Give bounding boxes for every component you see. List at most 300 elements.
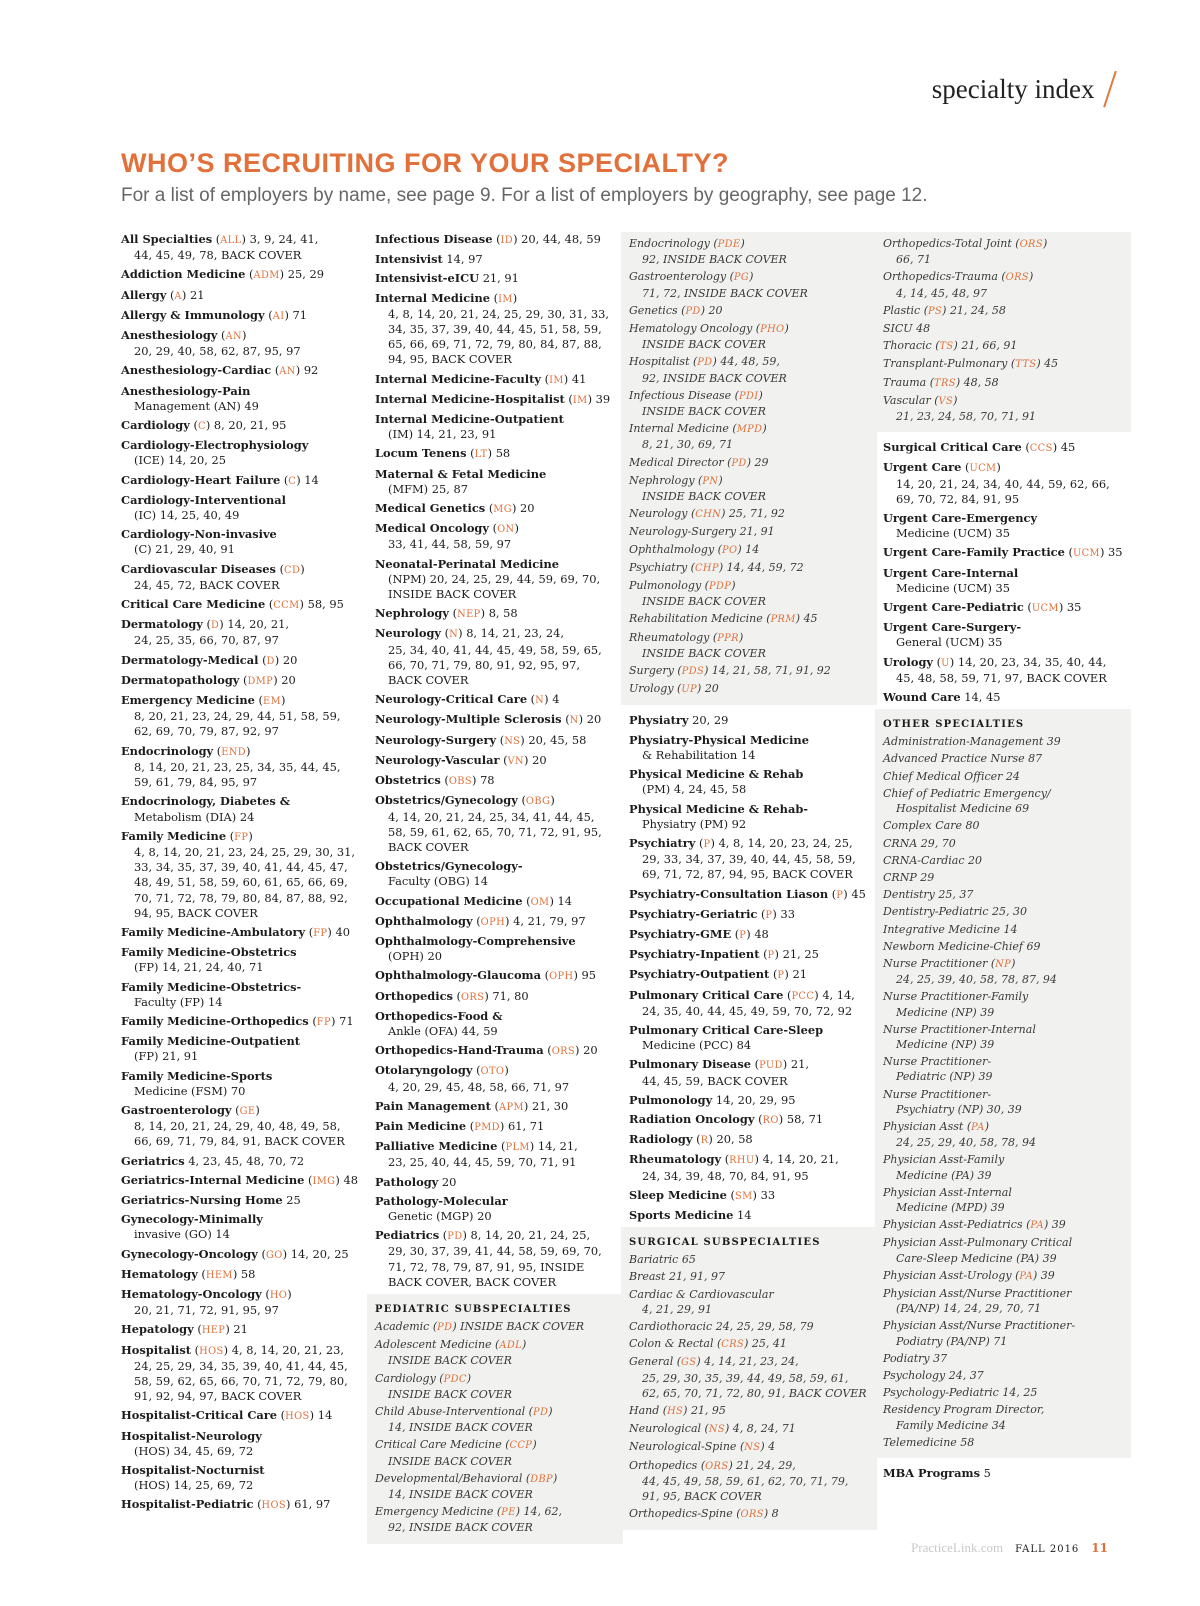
specialty-abbreviation: PA <box>1030 1220 1044 1232</box>
specialty-name: MBA Programs <box>883 1466 981 1481</box>
page-numbers: 14, 25 <box>1002 1386 1038 1400</box>
page-numbers: 4, 14, 21, 23, 24, <box>704 1355 799 1369</box>
index-entry: Ophthalmology (OPH) 4, 21, 79, 97 <box>375 913 586 928</box>
subspecialty-box <box>875 232 1131 432</box>
index-entry: Orthopedics-Hand-Trauma (ORS) 20 <box>375 1043 598 1058</box>
index-entry: Academic (PD) INSIDE BACK COVER <box>375 1319 585 1333</box>
page-numbers-continued: 8, 14, 20, 21, 24, 29, 40, 48, 49, 58, 66, 69, 71, 79, 84, 91, BACK COVER <box>134 1119 345 1149</box>
specialty-abbreviation: IM <box>549 374 564 386</box>
page-numbers: 29, 70 <box>920 836 956 850</box>
index-entry: Anesthesiology (AN) 20, 29, 40, 58, 62, 87, 95, 97 <box>121 328 361 359</box>
page-numbers-continued: 92, INSIDE BACK COVER <box>388 1521 533 1535</box>
specialty-abbreviation: PA <box>1019 1270 1033 1282</box>
specialty-name: Neonatal-Perinatal Medicine <box>375 556 559 571</box>
index-entry: Internal Medicine (MPD) 8, 21, 30, 69, 71 <box>629 421 869 452</box>
specialty-name: Physical Medicine & Rehab- <box>629 801 809 816</box>
index-entry: Gastroenterology (PG) 71, 72, INSIDE BACK COVER <box>629 269 869 300</box>
specialty-name: Anesthesiology-Cardiac <box>121 363 272 378</box>
page-numbers-continued: (IM) 14, 21, 23, 91 <box>388 427 497 442</box>
index-entry <box>375 467 615 497</box>
index-entry: Hematology (HEM) 58 <box>121 1266 256 1281</box>
specialty-name: Hepatology <box>121 1322 194 1337</box>
page-numbers: 14, 62, <box>523 1505 562 1519</box>
specialty-abbreviation: PG <box>733 272 750 284</box>
index-entry: Endocrinology (PDE) 92, INSIDE BACK COVER <box>629 236 869 267</box>
specialty-name: Psychiatry-GME <box>629 926 732 941</box>
specialty-abbreviation: PUD <box>759 1060 783 1072</box>
page-numbers: 39 <box>595 391 611 406</box>
index-entry <box>629 524 869 539</box>
page-numbers: 21, 24, 29, <box>736 1458 796 1472</box>
index-entry <box>883 1368 1123 1383</box>
index-entry <box>375 252 615 267</box>
page-numbers-continued: Faculty (FP) 14 <box>134 994 223 1009</box>
specialty-name: Urgent Care-Emergency <box>883 511 1038 526</box>
specialty-name: Sleep Medicine <box>629 1187 727 1202</box>
index-entry: Nephrology (PN) INSIDE BACK COVER <box>629 473 869 504</box>
index-entry <box>883 1235 1123 1265</box>
specialty-abbreviation: GE <box>239 1105 256 1117</box>
index-entry <box>883 786 1123 816</box>
page-numbers-continued: Medicine (PCC) 84 <box>642 1038 752 1053</box>
index-entry <box>883 321 1123 336</box>
specialty-name: Neurology-Vascular <box>375 752 500 767</box>
page-numbers: 20 <box>708 303 723 317</box>
index-entry <box>629 1319 869 1334</box>
index-entry <box>121 794 361 824</box>
specialty-abbreviation: PDC <box>443 1373 467 1385</box>
specialty-abbreviation: ORS <box>740 1509 764 1521</box>
index-entry: Pulmonary Disease (PUD) 21, 44, 45, 59, BACK COVER <box>629 1057 869 1088</box>
page-numbers: 4, 8, 14, 20, 21, 23, <box>231 1342 345 1357</box>
page-numbers-continued: 45, 48, 58, 59, 71, 97, BACK COVER <box>896 670 1107 685</box>
page-numbers: 21 <box>233 1322 248 1337</box>
index-entry <box>883 989 1123 1019</box>
specialty-abbreviation: CD <box>284 564 301 576</box>
page-numbers: 21 <box>189 287 205 302</box>
specialty-abbreviation: AI <box>272 310 285 322</box>
specialty-name: Family Medicine <box>121 828 227 843</box>
page-numbers: 25, 41 <box>751 1337 787 1351</box>
index-column-3 <box>629 232 869 1538</box>
specialty-name: Surgical Critical Care <box>883 440 1022 455</box>
specialty-name: Occupational Medicine <box>375 893 523 908</box>
specialty-abbreviation: OBG <box>525 796 551 808</box>
specialty-name: Medical Genetics <box>375 501 486 516</box>
page-numbers-continued: 24, 35, 40, 44, 45, 49, 59, 70, 72, 92 <box>642 1003 853 1018</box>
page-numbers-continued: 14, INSIDE BACK COVER <box>388 1488 533 1502</box>
index-entry: Surgery (PDS) 14, 21, 58, 71, 91, 92 <box>629 664 831 678</box>
index-entry: Internal Medicine (IM) 4, 8, 14, 20, 21, 24, 25, 29, 30, 31, 33, 34, 35, 37, 39, 40, 44, 45, 51, 58, 59, 65, 66, 69, 71, 72, 79, 80, 84, 87, 88, 94, 95, BACK COVER <box>375 291 615 368</box>
footer-site[interactable]: PracticeLink.com <box>911 1540 1004 1555</box>
specialty-name: Physician Asst-Pediatrics <box>883 1218 1023 1232</box>
page-numbers: 4, 21, 79, 97 <box>513 913 586 928</box>
index-entry: Neurological-Spine (NS) 4 <box>629 1440 776 1454</box>
page-numbers: 33 <box>780 906 795 921</box>
page-numbers-continued: 29, 33, 34, 37, 39, 40, 44, 45, 58, 59, 69, 71, 72, 87, 94, 95, BACK COVER <box>642 852 856 882</box>
specialty-name: Physician Asst-Urology <box>883 1268 1012 1282</box>
specialty-name: Nephrology <box>375 606 450 621</box>
page-numbers: 58 <box>240 1266 256 1281</box>
specialty-name: Radiology <box>629 1132 693 1147</box>
specialty-abbreviation: HS <box>667 1406 684 1417</box>
specialty-name: Psychiatry-Outpatient <box>629 967 770 982</box>
page-numbers-continued: 8, 14, 20, 21, 23, 25, 34, 35, 44, 45, 59, 61, 79, 84, 95, 97 <box>134 759 341 790</box>
index-entry: Gynecology-Oncology (GO) 14, 20, 25 <box>121 1246 349 1261</box>
specialty-name: Neurological-Spine <box>629 1440 737 1454</box>
specialty-name: Cardiac & Cardiovascular <box>629 1287 774 1301</box>
index-entry: Orthopedics-Spine (ORS) 8 <box>629 1507 779 1521</box>
page-numbers-continued: 4, 8, 14, 20, 21, 24, 25, 29, 30, 31, 33, 34, 35, 37, 39, 40, 44, 45, 51, 58, 59, 65, 66, 69, 71, 72, 79, 80, 84, 87, 88, 94, 95, BACK COVER <box>388 306 609 367</box>
specialty-abbreviation: ON <box>497 524 515 536</box>
page-numbers-continued: 24, 25, 39, 40, 58, 78, 87, 94 <box>896 973 1057 987</box>
specialty-name: Geriatrics-Internal Medicine <box>121 1172 305 1187</box>
page-numbers: INSIDE BACK COVER <box>460 1319 585 1333</box>
page-numbers: 37 <box>933 1351 948 1365</box>
specialty-name: Urology <box>629 682 674 696</box>
specialty-name: Cardiology-Interventional <box>121 492 287 507</box>
specialty-name: Adolescent Medicine <box>375 1338 492 1352</box>
page-numbers-continued: 44, 45, 59, BACK COVER <box>642 1073 788 1088</box>
specialty-name: Intensivist-eICU <box>375 271 480 286</box>
specialty-abbreviation: OBS <box>448 776 472 788</box>
specialty-abbreviation: DMP <box>247 675 274 687</box>
index-entry: Radiology (R) 20, 58 <box>629 1132 753 1147</box>
index-entry <box>883 620 1123 650</box>
index-entry: Psychiatry-GME (P) 48 <box>629 926 769 941</box>
index-entry: Emergency Medicine (PE) 14, 62, 92, INSIDE BACK COVER <box>375 1504 615 1535</box>
specialty-abbreviation: ORS <box>1019 239 1043 250</box>
page-numbers: 61, 71 <box>508 1118 545 1133</box>
specialty-name: Hospitalist <box>629 355 690 369</box>
page-numbers: 21, 95 <box>690 1404 726 1417</box>
specialty-name: Transplant-Pulmonary <box>883 357 1008 371</box>
index-entry: Nurse Practitioner (NP) 24, 25, 39, 40, 58, 78, 87, 94 <box>883 956 1123 987</box>
specialty-abbreviation: N <box>535 695 545 707</box>
specialty-name: Cardiology <box>375 1371 436 1385</box>
index-entry: Pediatrics (PD) 8, 14, 20, 21, 24, 25, 29, 30, 37, 39, 41, 44, 58, 59, 69, 70, 71, 72, 78, 79, 87, 91, 95, INSIDE BACK COVER, BACK COVER <box>375 1228 615 1290</box>
page-numbers: 45 <box>851 886 866 901</box>
page-numbers-continued: INSIDE BACK COVER <box>642 338 766 352</box>
specialty-name: CRNA <box>883 836 918 850</box>
index-entry: Hospitalist-Pediatric (HOS) 61, 97 <box>121 1497 331 1512</box>
specialty-abbreviation: CCS <box>1029 443 1053 455</box>
specialty-name: Urgent Care-Pediatric <box>883 600 1024 615</box>
specialty-name: Trauma <box>883 375 927 389</box>
page-numbers: 21, 30 <box>531 1098 569 1113</box>
index-entry <box>629 1023 869 1053</box>
specialty-abbreviation: PD <box>532 1407 549 1418</box>
specialty-name: Allergy & Immunology <box>121 307 265 322</box>
page-numbers: 48, 58 <box>963 375 999 389</box>
page-numbers-continued: General (UCM) 35 <box>896 635 1003 650</box>
specialty-abbreviation: CCP <box>509 1440 533 1452</box>
specialty-abbreviation: ORS <box>705 1460 729 1472</box>
page-subtitle: For a list of employers by name, see page 9. For a list of employers by geography, see page 12. <box>121 185 928 206</box>
specialty-name: Psychiatry-Inpatient <box>629 947 760 962</box>
specialty-abbreviation: C <box>288 475 297 487</box>
specialty-name: Orthopedics-Food & <box>375 1008 503 1023</box>
index-entry: Palliative Medicine (PLM) 14, 21, 23, 25, 40, 44, 45, 59, 70, 71, 91 <box>375 1139 615 1170</box>
page-numbers: 14, 20, 25 <box>290 1246 349 1261</box>
specialty-name: Administration-Management <box>883 735 1044 749</box>
page-numbers: 35 <box>1108 545 1123 560</box>
index-entry <box>883 870 1123 885</box>
page-numbers: 20, 45, 58 <box>528 732 587 747</box>
specialty-abbreviation: OM <box>530 896 550 908</box>
subspecialty-box <box>875 709 1131 1458</box>
specialty-abbreviation: HOS <box>199 1345 224 1357</box>
page-numbers-continued: 4, 20, 29, 45, 48, 58, 66, 71, 97 <box>388 1079 570 1094</box>
index-entry <box>121 1069 361 1099</box>
specialty-abbreviation: HO <box>269 1289 288 1301</box>
specialty-name: Cardiology-Heart Failure <box>121 472 281 487</box>
specialty-name: Thoracic <box>883 339 932 353</box>
specialty-abbreviation: PE <box>501 1507 516 1519</box>
specialty-abbreviation: PA <box>971 1121 985 1133</box>
index-entry <box>883 1185 1123 1215</box>
index-group <box>121 232 361 1514</box>
index-entry: Gastroenterology (GE) 8, 14, 20, 21, 24, 29, 40, 48, 49, 58, 66, 69, 71, 79, 84, 91, BACK COVER <box>121 1103 361 1150</box>
specialty-name: Neurology-Surgery <box>375 732 497 747</box>
specialty-name: Dentistry <box>883 888 935 902</box>
page-numbers-continued: 4, 14, 20, 21, 24, 25, 34, 41, 44, 45, 58, 59, 61, 62, 65, 70, 71, 72, 91, 95, BACK COVER <box>388 809 602 854</box>
page-numbers-continued: INSIDE BACK COVER <box>642 490 766 504</box>
page-numbers: 20 <box>281 672 296 687</box>
specialty-name: Residency Program Director, <box>883 1403 1045 1417</box>
page-numbers: 20 <box>968 853 982 867</box>
specialty-name: Pathology-Molecular <box>375 1193 508 1208</box>
specialty-name: Physician Asst <box>883 1119 964 1133</box>
specialty-name: Physiatry-Physical Medicine <box>629 732 809 747</box>
index-entry <box>629 713 869 728</box>
specialty-name: Physiatry <box>629 713 689 728</box>
specialty-name: Urgent Care-Family Practice <box>883 545 1065 560</box>
specialty-name: Rheumatology <box>629 1152 722 1167</box>
specialty-abbreviation: SM <box>735 1190 753 1202</box>
page-numbers: 8, 14, 21, 23, 24, <box>466 626 564 641</box>
specialty-name: Gynecology-Oncology <box>121 1246 258 1261</box>
page-numbers: 39 <box>1051 1218 1066 1232</box>
page-numbers-continued: 25, 29, 30, 35, 39, 44, 49, 58, 59, 61, 62, 65, 70, 71, 72, 80, 91, BACK COVER <box>642 1371 867 1400</box>
specialty-name: Cardiology <box>121 418 190 433</box>
index-entry: Psychiatry-Geriatric (P) 33 <box>629 906 795 921</box>
specialty-name: Medical Director <box>629 455 724 469</box>
index-group <box>883 1466 1123 1481</box>
page-numbers: 21, 91 <box>739 525 775 539</box>
page-numbers: 14, 21, 58, 71, 91, 92 <box>711 664 831 678</box>
index-entry <box>629 1208 869 1223</box>
page-numbers-continued: 23, 25, 40, 44, 45, 59, 70, 71, 91 <box>388 1155 577 1170</box>
page-numbers: 25, 37 <box>938 888 974 902</box>
page-numbers: 45 <box>1044 357 1059 371</box>
page-footer <box>911 1540 1108 1556</box>
index-entry <box>883 1286 1123 1316</box>
specialty-name: Complex Care <box>883 819 962 833</box>
specialty-name: Newborn Medicine-Chief <box>883 939 1023 953</box>
page-numbers-continued: (PM) 4, 24, 45, 58 <box>642 782 747 797</box>
specialty-name: Physician Asst-Internal <box>883 1185 1012 1199</box>
page-numbers: 80 <box>965 819 980 833</box>
page-numbers-continued: (FP) 21, 91 <box>134 1049 199 1064</box>
index-entry <box>629 1252 869 1267</box>
index-entry: Orthopedics-Trauma (ORS) 4, 14, 45, 48, 97 <box>883 269 1123 300</box>
specialty-name: Neurology-Multiple Sclerosis <box>375 712 562 727</box>
index-entry: Neurology (N) 8, 14, 21, 23, 24, 25, 34, 40, 41, 44, 45, 49, 58, 59, 65, 66, 70, 71, 79, 80, 91, 92, 95, 97, BACK COVER <box>375 626 615 688</box>
specialty-name: Wound Care <box>883 690 961 705</box>
specialty-name: Dermatology <box>121 617 203 632</box>
page-numbers: 48 <box>343 1172 358 1187</box>
index-entry <box>883 1466 1123 1481</box>
index-entry: Cardiology (PDC) INSIDE BACK COVER <box>375 1371 615 1402</box>
page-numbers: 25, 30 <box>992 905 1027 919</box>
index-entry <box>375 271 615 286</box>
specialty-abbreviation: TS <box>939 341 954 353</box>
index-entry <box>121 980 361 1010</box>
specialty-name: Obstetrics/Gynecology <box>375 793 518 808</box>
specialty-name: Neurological <box>629 1422 702 1436</box>
index-entry <box>375 1175 615 1190</box>
index-entry: Addiction Medicine (ADM) 25, 29 <box>121 267 324 282</box>
specialty-name: Orthopedics-Hand-Trauma <box>375 1043 544 1058</box>
specialty-abbreviation: RO <box>762 1114 779 1126</box>
specialty-abbreviation: AN <box>279 366 296 378</box>
index-entry: Geriatrics-Internal Medicine (IMG) 48 <box>121 1172 358 1187</box>
page-numbers: 71, 80 <box>492 988 529 1003</box>
specialty-name: Dermatology-Medical <box>121 652 259 667</box>
specialty-abbreviation: VS <box>938 395 954 407</box>
specialty-abbreviation: RHU <box>729 1155 755 1167</box>
specialty-abbreviation: LT <box>474 449 488 461</box>
page-numbers: 65 <box>681 1253 696 1267</box>
page-numbers-continued: (HOS) 14, 25, 69, 72 <box>134 1478 254 1493</box>
page-numbers: 25, 29 <box>287 267 324 282</box>
page-numbers: 20 <box>282 652 298 667</box>
page-numbers: 5 <box>983 1466 991 1481</box>
specialty-name: Nurse Practitioner- <box>883 1087 992 1101</box>
specialty-name: Family Medicine-Sports <box>121 1068 273 1083</box>
index-entry: Obstetrics/Gynecology (OBG) 4, 14, 20, 21, 24, 25, 34, 41, 44, 45, 58, 59, 61, 62, 65, 70, 71, 72, 91, 95, BACK COVER <box>375 793 615 855</box>
index-entry <box>629 1287 869 1317</box>
index-entry <box>883 1054 1123 1084</box>
specialty-name: Psychology-Pediatric <box>883 1386 999 1400</box>
index-entry: Urgent Care-Family Practice (UCM) 35 <box>883 545 1123 560</box>
page-numbers-continued: 66, 71 <box>896 253 931 267</box>
page-numbers: 4, 14, 20, 21, <box>762 1152 839 1167</box>
specialty-name: Nurse Practitioner- <box>883 1055 992 1069</box>
specialty-name: Internal Medicine <box>629 422 729 436</box>
page-numbers-continued: 24, 25, 29, 34, 35, 39, 40, 41, 44, 45, 58, 59, 62, 65, 66, 70, 71, 72, 79, 80, 91, 92, 94, 97, BACK COVER <box>134 1358 348 1404</box>
specialty-abbreviation: HEM <box>205 1269 233 1281</box>
page-numbers-continued: 71, 72, INSIDE BACK COVER <box>642 286 808 300</box>
specialty-name: Gastroenterology <box>121 1102 232 1117</box>
index-entry <box>883 690 1123 705</box>
page-numbers: 92 <box>303 363 319 378</box>
specialty-name: Physician Asst-Family <box>883 1153 1005 1167</box>
index-entry: Hematology-Oncology (HO) 20, 21, 71, 72, 91, 95, 97 <box>121 1287 361 1318</box>
specialty-abbreviation: ALL <box>220 235 242 246</box>
specialty-abbreviation: PD <box>447 1231 463 1243</box>
specialty-abbreviation: NP <box>995 958 1012 970</box>
index-entry: Orthopedics-Total Joint (ORS) 66, 71 <box>883 236 1123 267</box>
specialty-name: Physical Medicine & Rehab <box>629 767 804 782</box>
page-numbers: 58, 95 <box>307 597 344 612</box>
specialty-name: Gynecology-Minimally <box>121 1212 263 1227</box>
specialty-name: Hospitalist-Pediatric <box>121 1497 254 1512</box>
index-entry: Hospitalist (PD) 44, 48, 59, 92, INSIDE BACK COVER <box>629 354 869 385</box>
page-numbers: 4, 8, 14, 20, 23, 24, 25, <box>718 835 853 850</box>
page-numbers-continued: (FP) 14, 21, 24, 40, 71 <box>134 960 264 975</box>
page-numbers: 14, 20, 29, 95 <box>715 1092 796 1107</box>
index-entry: Plastic (PS) 21, 24, 58 <box>883 303 1006 317</box>
specialty-abbreviation: EM <box>263 696 281 708</box>
page-numbers: 14 <box>1003 922 1018 936</box>
page-numbers: 20 <box>441 1174 457 1189</box>
specialty-abbreviation: P <box>739 929 747 941</box>
specialty-name: Plastic <box>883 303 921 317</box>
page-numbers: 4, 14, <box>822 987 855 1002</box>
specialty-abbreviation: PCC <box>791 990 815 1002</box>
section-title: specialty index <box>931 73 1095 104</box>
page-numbers: 21 <box>792 967 807 982</box>
index-entry: Neurology-Multiple Sclerosis (N) 20 <box>375 712 602 727</box>
index-entry <box>121 1154 361 1169</box>
specialty-name: Internal Medicine <box>375 290 491 305</box>
page-numbers: 25, 71, 92 <box>728 507 785 521</box>
specialty-abbreviation: UP <box>681 684 698 696</box>
index-entry <box>883 751 1123 766</box>
specialty-name: Maternal & Fetal Medicine <box>375 466 547 481</box>
page-numbers-continued: Medicine (FSM) 70 <box>134 1083 246 1098</box>
index-entry <box>629 1269 869 1284</box>
page-numbers: 40 <box>335 924 350 939</box>
page-numbers-continued: Family Medicine 34 <box>896 1418 1006 1432</box>
specialty-abbreviation: N <box>569 715 579 727</box>
page-numbers: 25 <box>286 1192 301 1207</box>
page-numbers: 69 <box>1026 939 1041 953</box>
index-entry <box>883 836 1123 851</box>
specialty-abbreviation: ORS <box>1005 272 1029 284</box>
specialty-abbreviation: C <box>197 421 206 433</box>
specialty-name: Cardiology-Non-invasive <box>121 527 277 542</box>
index-entry: Dermatopathology (DMP) 20 <box>121 672 296 687</box>
specialty-abbreviation: ORS <box>551 1046 576 1058</box>
index-entry <box>121 1193 361 1208</box>
specialty-abbreviation: U <box>941 657 950 669</box>
index-entry: Medical Genetics (MG) 20 <box>375 501 535 516</box>
specialty-name: Critical Care Medicine <box>121 597 266 612</box>
specialty-name: Telemedicine <box>883 1435 957 1449</box>
page-numbers: 29 <box>754 455 769 469</box>
specialty-abbreviation: UCM <box>1072 548 1100 560</box>
index-entry <box>883 566 1123 596</box>
specialty-abbreviation: PD <box>731 457 747 469</box>
page-numbers-continued: 8, 20, 21, 23, 24, 29, 44, 51, 58, 59, 62, 69, 70, 79, 87, 92, 97 <box>134 709 341 739</box>
specialty-name: Hematology <box>121 1266 198 1281</box>
specialty-abbreviation: HOS <box>285 1411 310 1423</box>
page-numbers: 71 <box>339 1013 354 1028</box>
specialty-name: General <box>629 1355 674 1369</box>
specialty-name: Neurology-Critical Care <box>375 692 528 707</box>
page-numbers-continued: 4, 8, 14, 20, 21, 23, 24, 25, 29, 30, 31, 33, 34, 35, 37, 39, 40, 41, 44, 45, 47, 48, 49, 51, 58, 59, 60, 61, 65, 66, 69, 70, 71, 72, 78, 79, 80, 84, 87, 88, 92, 94, 95, BACK COVER <box>134 844 355 920</box>
specialty-name: Advanced Practice Nurse <box>883 752 1025 766</box>
index-entry <box>375 1194 615 1224</box>
index-entry <box>883 511 1123 541</box>
index-entry <box>121 438 361 468</box>
page-numbers: 3, 9, 24, 41, <box>249 232 319 246</box>
page-numbers-continued: (ICE) 14, 20, 25 <box>134 453 227 468</box>
index-entry <box>883 939 1123 954</box>
